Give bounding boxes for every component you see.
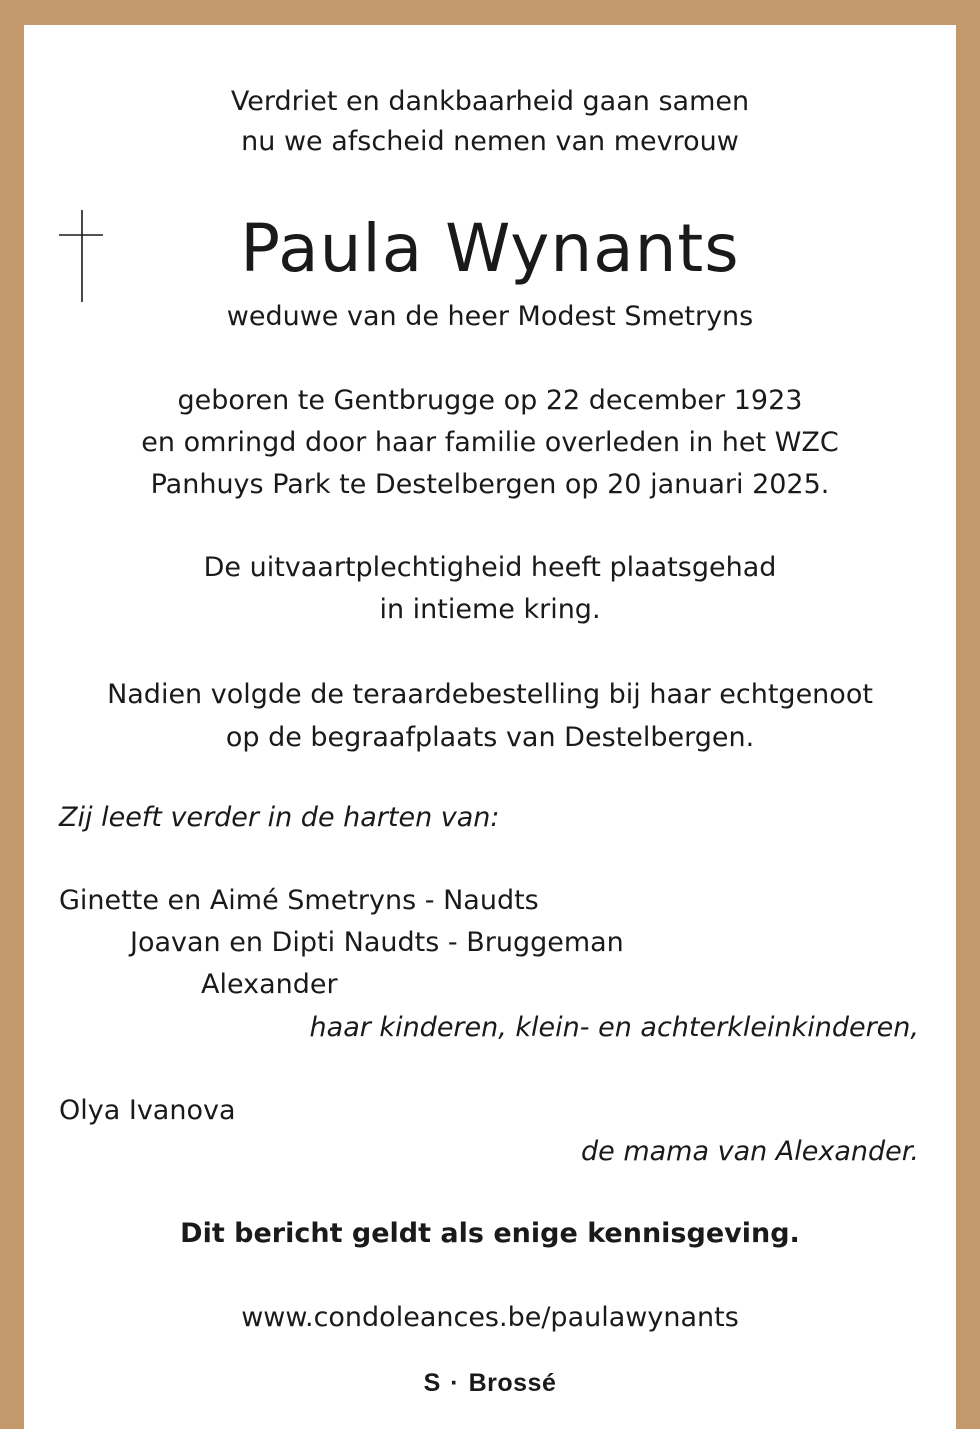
notice-text: Dit bericht geldt als enige kennisgeving. <box>180 1218 800 1249</box>
intro-line-1: Verdriet en dankbaarheid gaan samen <box>230 86 750 117</box>
burial-line-2: op de begraafplaats van Destelbergen. <box>225 722 755 753</box>
burial-line-1: Nadien volgde de teraardebestelling bij haar echtgenoot <box>107 679 873 710</box>
logo-dot: · <box>450 1369 460 1397</box>
birth-line-3: Panhuys Park te Destelbergen op 20 januari 2025. <box>150 469 830 500</box>
deceased-name: Paula Wynants <box>240 210 740 287</box>
survived-by-heading: Zij leeft verder in de harten van: <box>59 802 500 833</box>
obituary-card <box>24 25 956 1429</box>
funeral-home-logo <box>24 1368 956 1398</box>
birth-death-text <box>24 380 956 506</box>
logo-s: S <box>423 1369 441 1397</box>
family-line-1: Ginette en Aimé Smetryns - Naudts <box>59 885 539 916</box>
intro-text <box>24 82 956 162</box>
footer-border-gap <box>313 1404 667 1429</box>
logo-name: Brossé <box>468 1369 557 1397</box>
family-line-2: Joavan en Dipti Naudts - Bruggeman <box>130 927 624 958</box>
family-line-3: Alexander <box>201 969 338 1000</box>
condolence-url[interactable]: www.condoleances.be/paulawynants <box>241 1302 739 1333</box>
spouse-line: weduwe van de heer Modest Smetryns <box>226 301 754 332</box>
intro-line-2: nu we afscheid nemen van mevrouw <box>241 126 739 157</box>
family-role: haar kinderen, klein- en achterkleinkinderen, <box>309 1012 919 1043</box>
birth-line-2: en omringd door haar familie overleden in het WZC <box>141 427 839 458</box>
funeral-text <box>24 547 956 631</box>
funeral-line-2: in intieme kring. <box>379 594 601 625</box>
funeral-line-1: De uitvaartplechtigheid heeft plaatsgehad <box>203 552 777 583</box>
birth-line-1: geboren te Gentbrugge op 22 december 1923 <box>177 385 803 416</box>
other-relative-name: Olya Ivanova <box>59 1095 236 1126</box>
burial-text <box>24 673 956 759</box>
other-relative-role: de mama van Alexander. <box>580 1136 919 1167</box>
